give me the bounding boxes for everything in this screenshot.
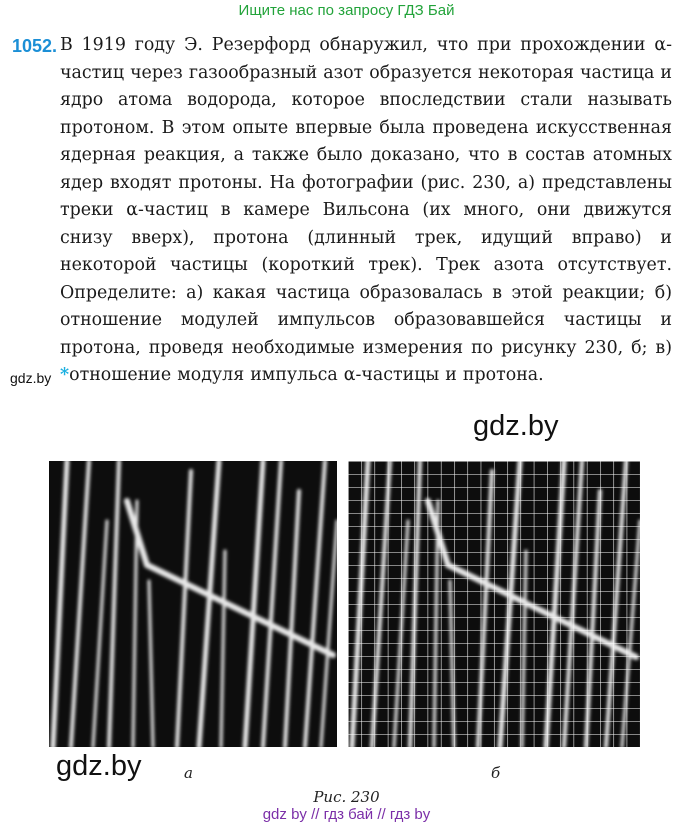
star-marker: *	[60, 365, 70, 385]
footer-watermark: gdz by // гдз бай // гдз by	[262, 806, 431, 823]
cloud-chamber-photo-b	[348, 461, 640, 747]
problem-text	[60, 32, 672, 390]
figure-label-a: а	[184, 764, 193, 782]
watermark-right: gdz.by	[473, 410, 559, 442]
watermark-side: gdz.by	[10, 370, 52, 386]
problem-text-main: В 1919 году Э. Резерфорд обнаружил, что при прохождении α-частиц через газообразный азот образуется некоторая частица и ядро атома водорода, которое впоследствии стали называть протоном. В этом опыте впервые была проведена искусственная ядерная реакция, а также было доказано, что в состав атомных ядер входят протоны. На фотографии (рис. 230, а) представлены треки α-частиц в камере Вильсона (их много, они движутся снизу вверх), протона (длинный трек, идущий вправо) и некоторой частицы (короткий трек). Трек азота отсутствует. Определите: а) какая частица образовалась в этой реакции; б) отношение модулей импульсов образовавшейся частицы и протона, проведя необходимые измерения по рисунку 230, б; в)	[60, 35, 672, 358]
top-banner: Ищите нас по запросу ГДЗ Бай	[238, 2, 455, 19]
cloud-chamber-photo-a	[49, 461, 337, 747]
cloud-chamber-tracks-a	[49, 461, 337, 747]
problem-number: 1052.	[12, 36, 58, 56]
problem-text-tail: отношение модуля импульса α-частицы и протона.	[69, 365, 544, 385]
figure-caption: Рис. 230	[313, 788, 380, 806]
figure-label-b: б	[491, 764, 501, 782]
measurement-grid	[348, 461, 640, 747]
cloud-chamber-tracks-b	[348, 461, 640, 747]
watermark-left: gdz.by	[56, 750, 142, 782]
